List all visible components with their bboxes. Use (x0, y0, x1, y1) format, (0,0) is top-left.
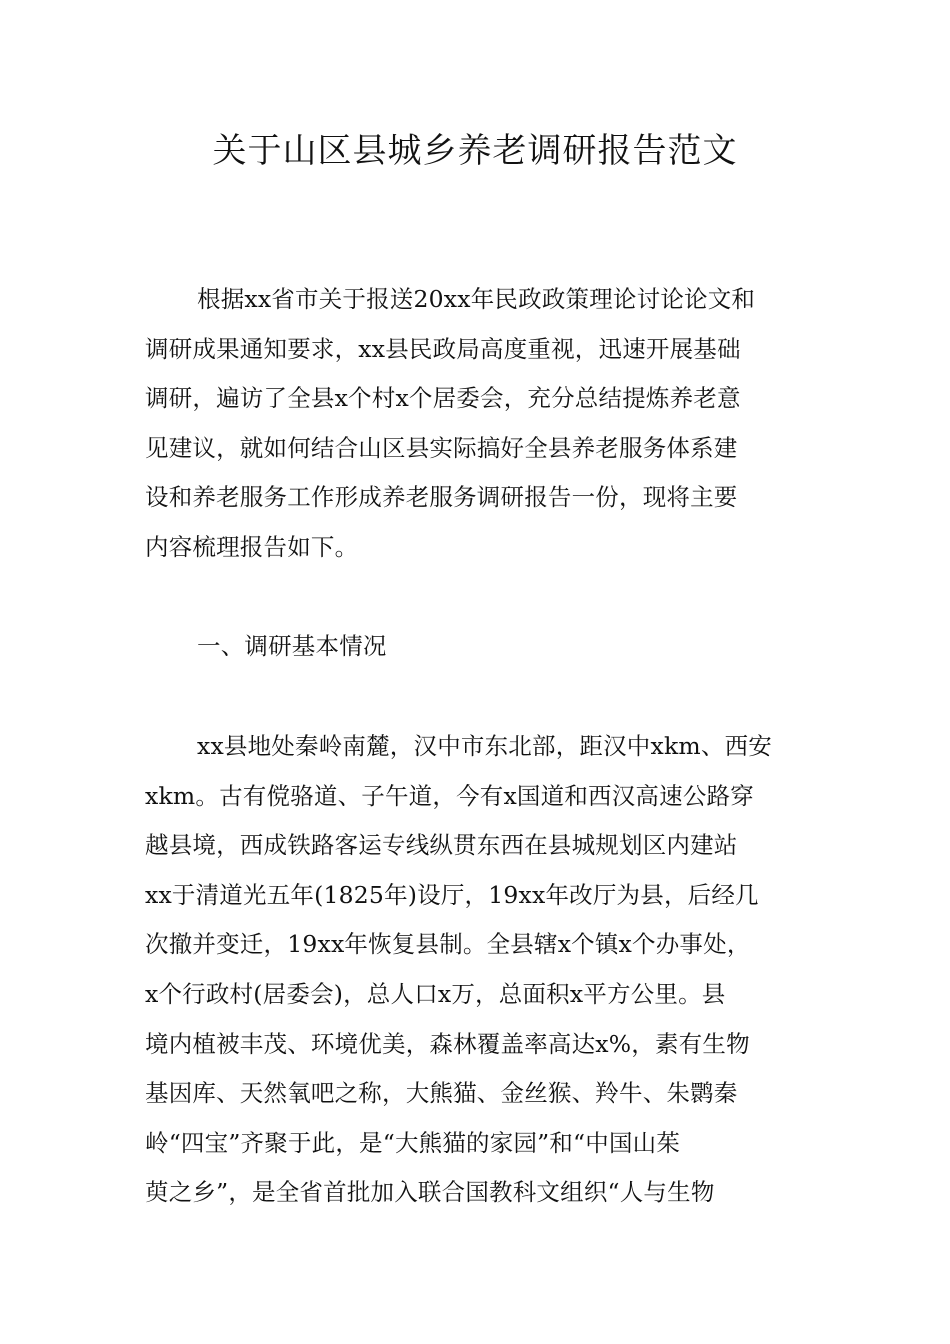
body-line: 萸之乡”，是全省首批加入联合国教科文组织“人与生物 (145, 1178, 715, 1207)
intro-line: 调研，遍访了全县x个村x个居委会，充分总结提炼养老意 (145, 384, 741, 413)
intro-line: 设和养老服务工作形成养老服务调研报告一份，现将主要 (145, 483, 738, 512)
body-line: xkm。古有傥骆道、子午道，今有x国道和西汉高速公路穿 (145, 781, 754, 810)
body-line: 境内植被丰茂、环境优美，森林覆盖率高达x%，素有生物 (145, 1029, 750, 1058)
body-line: x个行政村(居委会)，总人口x万，总面积x平方公里。县 (145, 980, 726, 1008)
body-line: 基因库、天然氧吧之称，大熊猫、金丝猴、羚牛、朱鹮秦 (145, 1079, 738, 1108)
body-line: 次撤并变迁，19xx年恢复县制。全县辖x个镇x个办事处， (145, 930, 751, 959)
intro-line: 见建议，就如何结合山区县实际搞好全县养老服务体系建 (145, 433, 738, 462)
body-line: xx县地处秦岭南麓，汉中市东北部，距汉中xkm、西安 (197, 732, 772, 760)
document-title: 关于山区县城乡养老调研报告范文 (212, 131, 738, 171)
body-line: 越县境，西成铁路客运专线纵贯东西在县城规划区内建站 (145, 831, 738, 860)
intro-line: 内容梳理报告如下。 (145, 533, 359, 561)
body-line: 岭“四宝”齐聚于此，是“大熊猫的家园”和“中国山茱 (145, 1128, 681, 1157)
section-heading: 一、调研基本情况 (197, 632, 387, 660)
body-line: xx于清道光五年(1825年)设厅，19xx年改厅为县，后经几 (145, 880, 759, 909)
intro-line: 根据xx省市关于报送20xx年民政政策理论讨论论文和 (197, 285, 756, 313)
intro-line: 调研成果通知要求，xx县民政局高度重视，迅速开展基础 (145, 334, 741, 363)
